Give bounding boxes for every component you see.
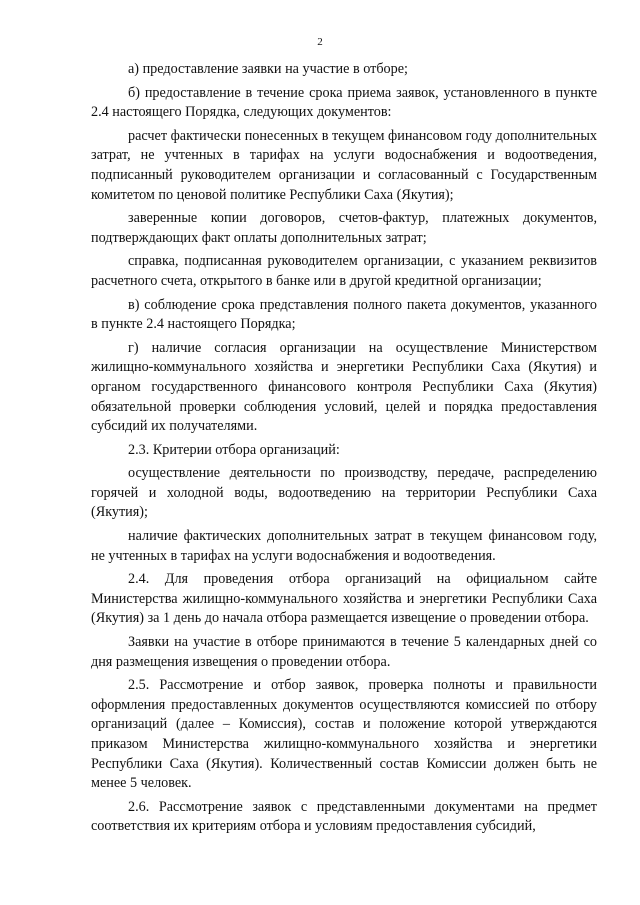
paragraph: справка, подписанная руководителем организации, с указанием реквизитов расчетного счета, открытого в банке или в другой кредитной организации; <box>91 253 597 289</box>
paragraph: а) предоставление заявки на участие в отборе; <box>128 61 408 77</box>
section-heading-2-3: 2.3. Критерии отбора организаций: <box>128 441 340 458</box>
paragraph: расчет фактически понесенных в текущем финансовом году дополнительных затрат, не учтенных в тарифах на услуги водоснабжения и водоотведения, подписанный руководителем организации и согласованный с Государственным комитетом по ценовой политике Республики Саха (Якутия); <box>91 127 597 203</box>
paragraph: 2.5. Рассмотрение и отбор заявок, проверка полноты и правильности оформления предоставленных документов осуществляются комиссией по отбору организаций (далее – Комиссия), состав и положение которой утверждаются приказом Министерства жилищно-коммунального хозяйства и энергетики Республики Саха (Якутия). Количественный состав Комиссии должен быть не менее 5 человек. <box>91 677 597 792</box>
paragraph: в) соблюдение срока представления полного пакета документов, указанного в пункте 2.4 настоящего Порядка; <box>91 296 597 333</box>
paragraph: 2.4. Для проведения отбора организаций на официальном сайте Министерства жилищно-коммунального хозяйства и энергетики Республики Саха (Якутия) за 1 день до начала отбора размещается извещение о проведении отбора. <box>91 571 597 627</box>
document-body <box>91 60 597 837</box>
paragraph: Заявки на участие в отборе принимаются в течение 5 календарных дней со дня размещения извещения о проведении отбора. <box>91 634 597 670</box>
paragraph: 2.6. Рассмотрение заявок с представленными документами на предмет соответствия их критериям отбора и условиям предоставления субсидий, <box>91 798 597 835</box>
paragraph: заверенные копии договоров, счетов-фактур, платежных документов, подтверждающих факт оплаты дополнительных затрат; <box>91 210 597 246</box>
page-number: 2 <box>317 36 323 48</box>
paragraph: осуществление деятельности по производству, передаче, распределению горячей и холодной воды, водоотведению на территории Республики Саха (Якутия); <box>91 465 597 521</box>
paragraph: б) предоставление в течение срока приема заявок, установленного в пункте 2.4 настоящего Порядка, следующих документов: <box>91 84 597 121</box>
paragraph: наличие фактических дополнительных затрат в текущем финансовом году, не учтенных в тарифах на услуги водоснабжения и водоотведения. <box>91 528 597 564</box>
paragraph: г) наличие согласия организации на осуществление Министерством жилищно-коммунального хозяйства и энергетики Республики Саха (Якутия) и органом государственного финансового контроля Республики Саха (Якутия) обязательной проверки соблюдения условий, целей и порядка предоставления субсидий их получателями. <box>91 339 597 435</box>
